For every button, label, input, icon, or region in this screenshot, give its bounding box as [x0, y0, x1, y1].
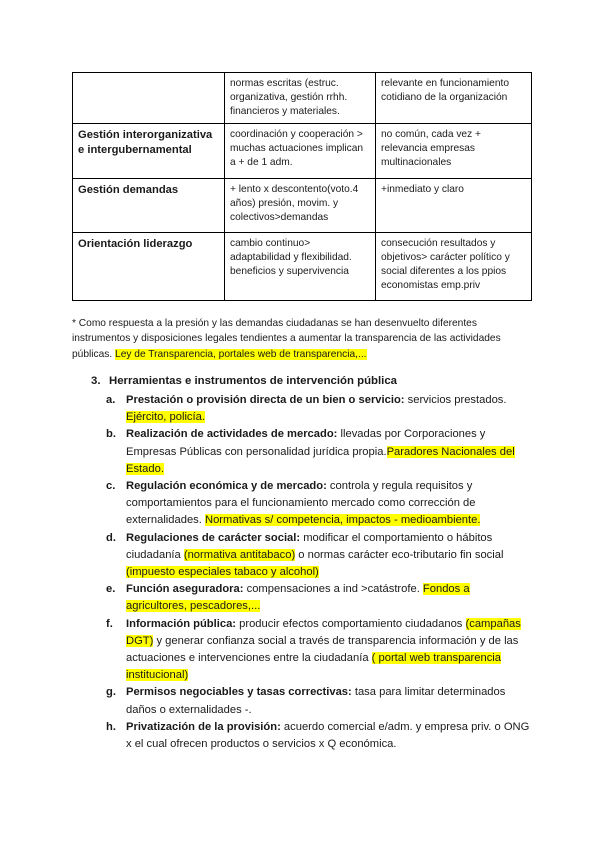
table-cell: +inmediato y claro	[376, 178, 532, 232]
item-text: controla y regula requisitos y comportamientos para el funcionamiento mercado como corrección de externalidades.	[126, 480, 476, 527]
item-text: llevadas por Corporaciones y Empresas Públicas con personalidad jurídica propia.	[126, 428, 486, 458]
row-header: Gestión demandas	[73, 178, 225, 232]
table-cell: consecución resultados y objetivos> carácter político y social diferentes a los ppios economistas emp.priv	[376, 232, 532, 300]
row-header: Orientación liderazgo	[73, 232, 225, 300]
highlight: Fondos a agricultores, pescadores,...	[126, 583, 470, 613]
item-text: compensaciones a ind >catástrofe.	[243, 583, 423, 596]
highlight: ( portal web transparencia institucional)	[126, 652, 502, 682]
table-cell: no común, cada vez + relevancia empresas multinacionales	[376, 123, 532, 178]
item-letter: e.	[106, 583, 116, 596]
item-title: Función aseguradora:	[126, 583, 244, 596]
list-item	[106, 426, 530, 478]
highlight: Normativas s/ competencia, impactos - medioambiente.	[205, 514, 481, 527]
table-row	[73, 232, 532, 300]
list-item	[106, 616, 530, 685]
table-cell: + lento x descontento(voto.4 años) presión, movim. y colectivos>demandas	[225, 178, 376, 232]
item-title: Prestación o provisión directa de un bien o servicio:	[126, 394, 405, 406]
item-title: Regulaciones de carácter social:	[126, 531, 301, 544]
table-cell: relevante en funcionamiento cotidiano de la organización	[376, 73, 532, 124]
item-title: Información pública:	[126, 617, 237, 630]
section-title: Herramientas e instrumentos de intervención pública	[109, 375, 398, 387]
list-item	[106, 392, 530, 426]
footnote-text: * Como respuesta a la presión y las demandas ciudadanas se han desenvuelto diferentes instrumentos y disposiciones legales tendientes a aumentar la transparencia de las actividades públicas.	[72, 318, 501, 360]
comparison-table	[72, 72, 532, 301]
item-letter: a.	[106, 394, 116, 406]
highlight: Ley de Transparencia, portales web de transparencia,...	[115, 348, 367, 360]
item-letter: d.	[106, 531, 116, 544]
row-header: Gestión interorganizativa e intergubernamental	[73, 123, 225, 178]
item-title: Realización de actividades de mercado:	[126, 428, 338, 441]
item-text: servicios prestados.	[404, 394, 507, 406]
table-cell: normas escritas (estruc. organizativa, gestión rrhh. financieros y materiales.	[225, 73, 376, 124]
instruments-list	[106, 392, 530, 753]
item-text: producir efectos comportamiento ciudadanos	[236, 617, 466, 630]
item-title: Privatización de la provisión:	[126, 720, 281, 733]
item-text: o normas carácter eco-tributario fin social	[295, 548, 504, 561]
item-text: y generar confianza social a través de transparencia información y de las actuaciones e intervenciones entre la ciudadanía	[126, 634, 519, 665]
item-title: Permisos negociables y tasas correctivas:	[126, 686, 352, 699]
highlight: Ejército, policía.	[126, 411, 205, 424]
highlight: (impuesto especiales tabaco y alcohol)	[126, 566, 319, 579]
row-header	[73, 73, 225, 124]
list-item	[106, 684, 530, 718]
item-letter: c.	[106, 480, 116, 493]
table-row	[73, 123, 532, 178]
section-number: 3.	[91, 375, 101, 387]
table-row	[73, 178, 532, 232]
item-letter: g.	[106, 686, 116, 699]
item-title: Regulación económica y de mercado:	[126, 480, 327, 493]
item-text: acuerdo comercial e/adm. y empresa priv. o ONG x el cual ofrecen productos o servicios x Q económica.	[126, 720, 530, 751]
item-letter: h.	[106, 720, 116, 733]
highlight: (campañas DGT)	[126, 617, 521, 647]
item-text: tasa para limitar determinados daños o externalidades -.	[126, 686, 506, 716]
table-cell: coordinación y cooperación > muchas actuaciones implican a + de 1 adm.	[225, 123, 376, 178]
list-item	[106, 478, 530, 530]
list-item	[106, 719, 530, 753]
footnote	[72, 316, 532, 362]
item-letter: b.	[106, 428, 116, 441]
item-text: modificar el comportamiento o hábitos ciudadanía	[126, 531, 493, 561]
table-cell: cambio continuo> adaptabilidad y flexibilidad. beneficios y supervivencia	[225, 232, 376, 300]
section-heading	[91, 375, 551, 387]
highlight: (normativa antitabaco)	[183, 548, 296, 561]
item-letter: f.	[106, 617, 113, 630]
list-item	[106, 530, 530, 582]
highlight: Paradores Nacionales del Estado.	[126, 445, 515, 475]
table-row	[73, 73, 532, 124]
list-item	[106, 581, 530, 615]
